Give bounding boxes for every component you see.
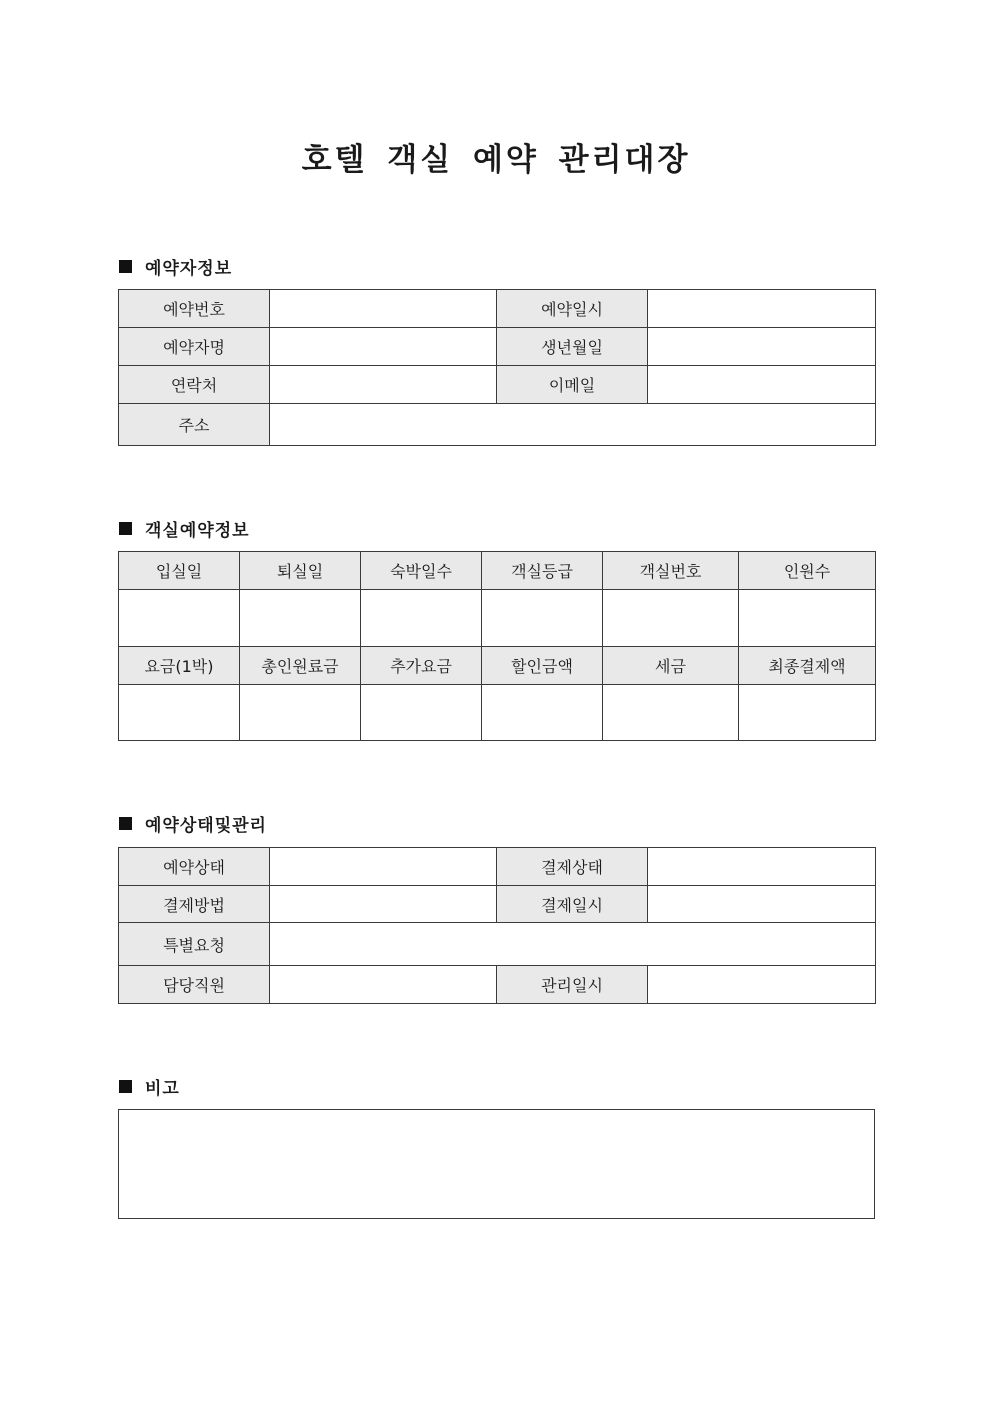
header-nights: 숙박일수 [361, 552, 482, 590]
header-checkout-date: 퇴실일 [240, 552, 361, 590]
room-info-table [118, 551, 876, 741]
header-total-guest-fee: 총인원료금 [240, 647, 361, 685]
field-payment-method[interactable] [270, 886, 497, 923]
field-checkin-date[interactable] [119, 590, 240, 647]
field-discount[interactable] [482, 685, 603, 741]
field-staff[interactable] [270, 966, 497, 1004]
label-staff: 담당직원 [119, 966, 270, 1004]
notes-box[interactable] [118, 1109, 875, 1219]
label-managed-datetime: 관리일시 [497, 966, 648, 1004]
field-reservation-datetime[interactable] [648, 290, 876, 328]
header-extra-charge: 추가요금 [361, 647, 482, 685]
square-bullet-icon [119, 522, 132, 535]
field-checkout-date[interactable] [240, 590, 361, 647]
section-heading-label: 예약상태및관리 [145, 816, 267, 836]
field-nights[interactable] [361, 590, 482, 647]
label-email: 이메일 [497, 366, 648, 404]
square-bullet-icon [119, 1080, 132, 1093]
label-payment-status: 결제상태 [497, 848, 648, 886]
field-address[interactable] [270, 404, 876, 446]
header-room-no: 객실번호 [603, 552, 739, 590]
section-heading-label: 예약자정보 [145, 259, 233, 279]
reserver-info-table [118, 289, 876, 446]
label-reservation-datetime: 예약일시 [497, 290, 648, 328]
header-room-grade: 객실등급 [482, 552, 603, 590]
section-heading-label: 객실예약정보 [145, 521, 250, 541]
square-bullet-icon [119, 260, 132, 273]
field-tax[interactable] [603, 685, 739, 741]
section-heading-notes [119, 1074, 180, 1099]
field-guests[interactable] [739, 590, 876, 647]
field-birth-date[interactable] [648, 328, 876, 366]
square-bullet-icon [119, 817, 132, 830]
field-total-guest-fee[interactable] [240, 685, 361, 741]
label-birth-date: 생년월일 [497, 328, 648, 366]
header-checkin-date: 입실일 [119, 552, 240, 590]
section-heading-status [119, 811, 267, 836]
field-room-no[interactable] [603, 590, 739, 647]
header-final-payment: 최종결제액 [739, 647, 876, 685]
section-heading-room [119, 516, 250, 541]
label-payment-datetime: 결제일시 [497, 886, 648, 923]
field-managed-datetime[interactable] [648, 966, 876, 1004]
label-payment-method: 결제방법 [119, 886, 270, 923]
page-title: 호텔 객실 예약 관리대장 [301, 142, 691, 178]
header-tax: 세금 [603, 647, 739, 685]
header-rate-per-night: 요금(1박) [119, 647, 240, 685]
field-reservation-status[interactable] [270, 848, 497, 886]
field-rate-per-night[interactable] [119, 685, 240, 741]
field-reservation-no[interactable] [270, 290, 497, 328]
status-table [118, 847, 876, 1004]
field-reserver-name[interactable] [270, 328, 497, 366]
field-payment-datetime[interactable] [648, 886, 876, 923]
field-payment-status[interactable] [648, 848, 876, 886]
field-contact[interactable] [270, 366, 497, 404]
label-contact: 연락처 [119, 366, 270, 404]
label-special-request: 특별요청 [119, 923, 270, 966]
field-final-payment[interactable] [739, 685, 876, 741]
header-guests: 인원수 [739, 552, 876, 590]
field-special-request[interactable] [270, 923, 876, 966]
section-heading-reserver [119, 254, 232, 279]
field-extra-charge[interactable] [361, 685, 482, 741]
label-reservation-status: 예약상태 [119, 848, 270, 886]
label-reserver-name: 예약자명 [119, 328, 270, 366]
field-room-grade[interactable] [482, 590, 603, 647]
header-discount: 할인금액 [482, 647, 603, 685]
label-reservation-no: 예약번호 [119, 290, 270, 328]
section-heading-label: 비고 [145, 1079, 180, 1099]
label-address: 주소 [119, 404, 270, 446]
field-email[interactable] [648, 366, 876, 404]
